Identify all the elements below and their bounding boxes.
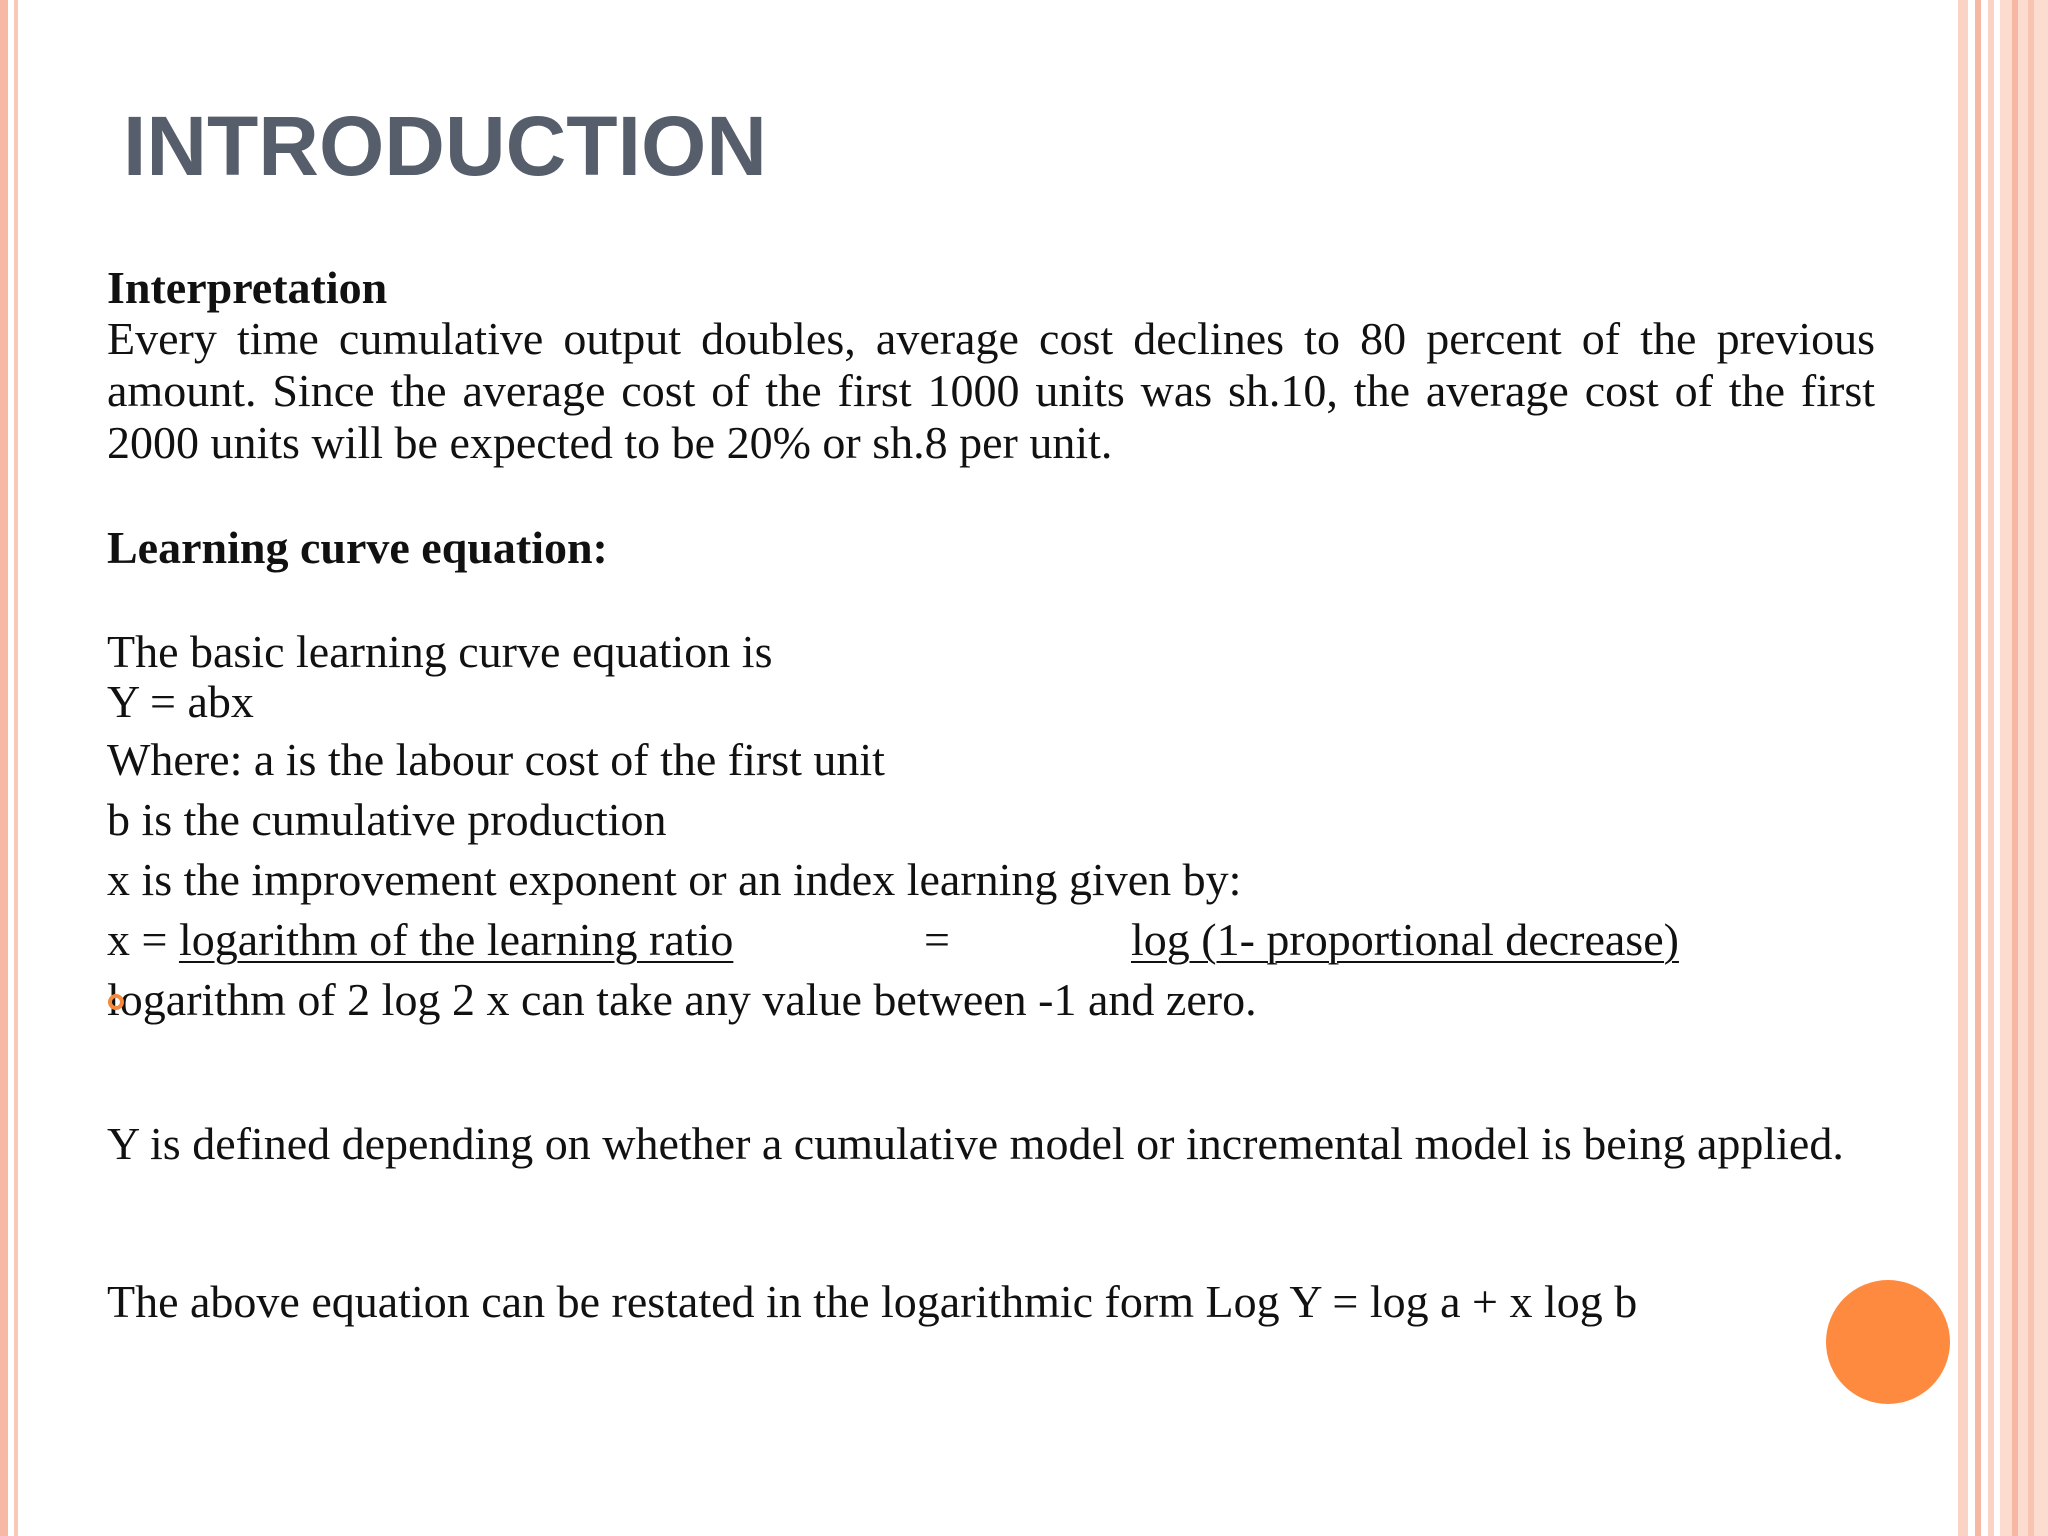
ring-bullet-icon (108, 994, 124, 1010)
equation-heading: Learning curve equation: (107, 522, 608, 573)
left-border-stripe-inner (14, 0, 18, 1536)
definition-a: Where: a is the labour cost of the first unit (107, 734, 885, 785)
x-formula-equals: = (924, 914, 950, 965)
interpretation-paragraph: Every time cumulative output doubles, average cost declines to 80 percent of the previous amount. Since the average cost of the first 1000 units was sh.10, the average cost of the first 2000 units will be expected to be 20% or sh.8 per unit. (107, 313, 1875, 468)
equation-intro: The basic learning curve equation is (107, 626, 773, 677)
right-border-stripe (2012, 0, 2018, 1536)
orange-circle-icon (1826, 1280, 1950, 1404)
right-border-stripe (1975, 0, 1981, 1536)
slide-title: INTRODUCTION (123, 99, 767, 193)
x-formula-left-fraction: logarithm of the learning ratio (178, 914, 734, 965)
interpretation-heading: Interpretation (107, 262, 388, 313)
right-border-band (2000, 0, 2048, 1536)
log-form-line: The above equation can be restated in the logarithmic form Log Y = log a + x log b (107, 1276, 1638, 1327)
right-border-stripe (1958, 0, 1968, 1536)
x-formula-right-fraction (1131, 910, 1679, 970)
right-border-stripe (1988, 0, 1994, 1536)
right-border-stripe (2028, 0, 2034, 1536)
x-denominator-line: logarithm of 2 log 2 x can take any value between -1 and zero. (107, 974, 1257, 1025)
x-formula-right-text: log (1- proportional decrease) (1131, 914, 1679, 965)
x-formula-prefix: x = (107, 914, 179, 965)
definition-b: b is the cumulative production (107, 794, 667, 845)
equation-formula: Y = abx (107, 676, 254, 727)
definition-x: x is the improvement exponent or an index learning given by: (107, 854, 1242, 905)
left-border-stripe (0, 0, 8, 1536)
x-formula-line (107, 910, 733, 970)
y-definition-paragraph: Y is defined depending on whether a cumulative model or incremental model is being applied. (107, 1118, 1844, 1169)
